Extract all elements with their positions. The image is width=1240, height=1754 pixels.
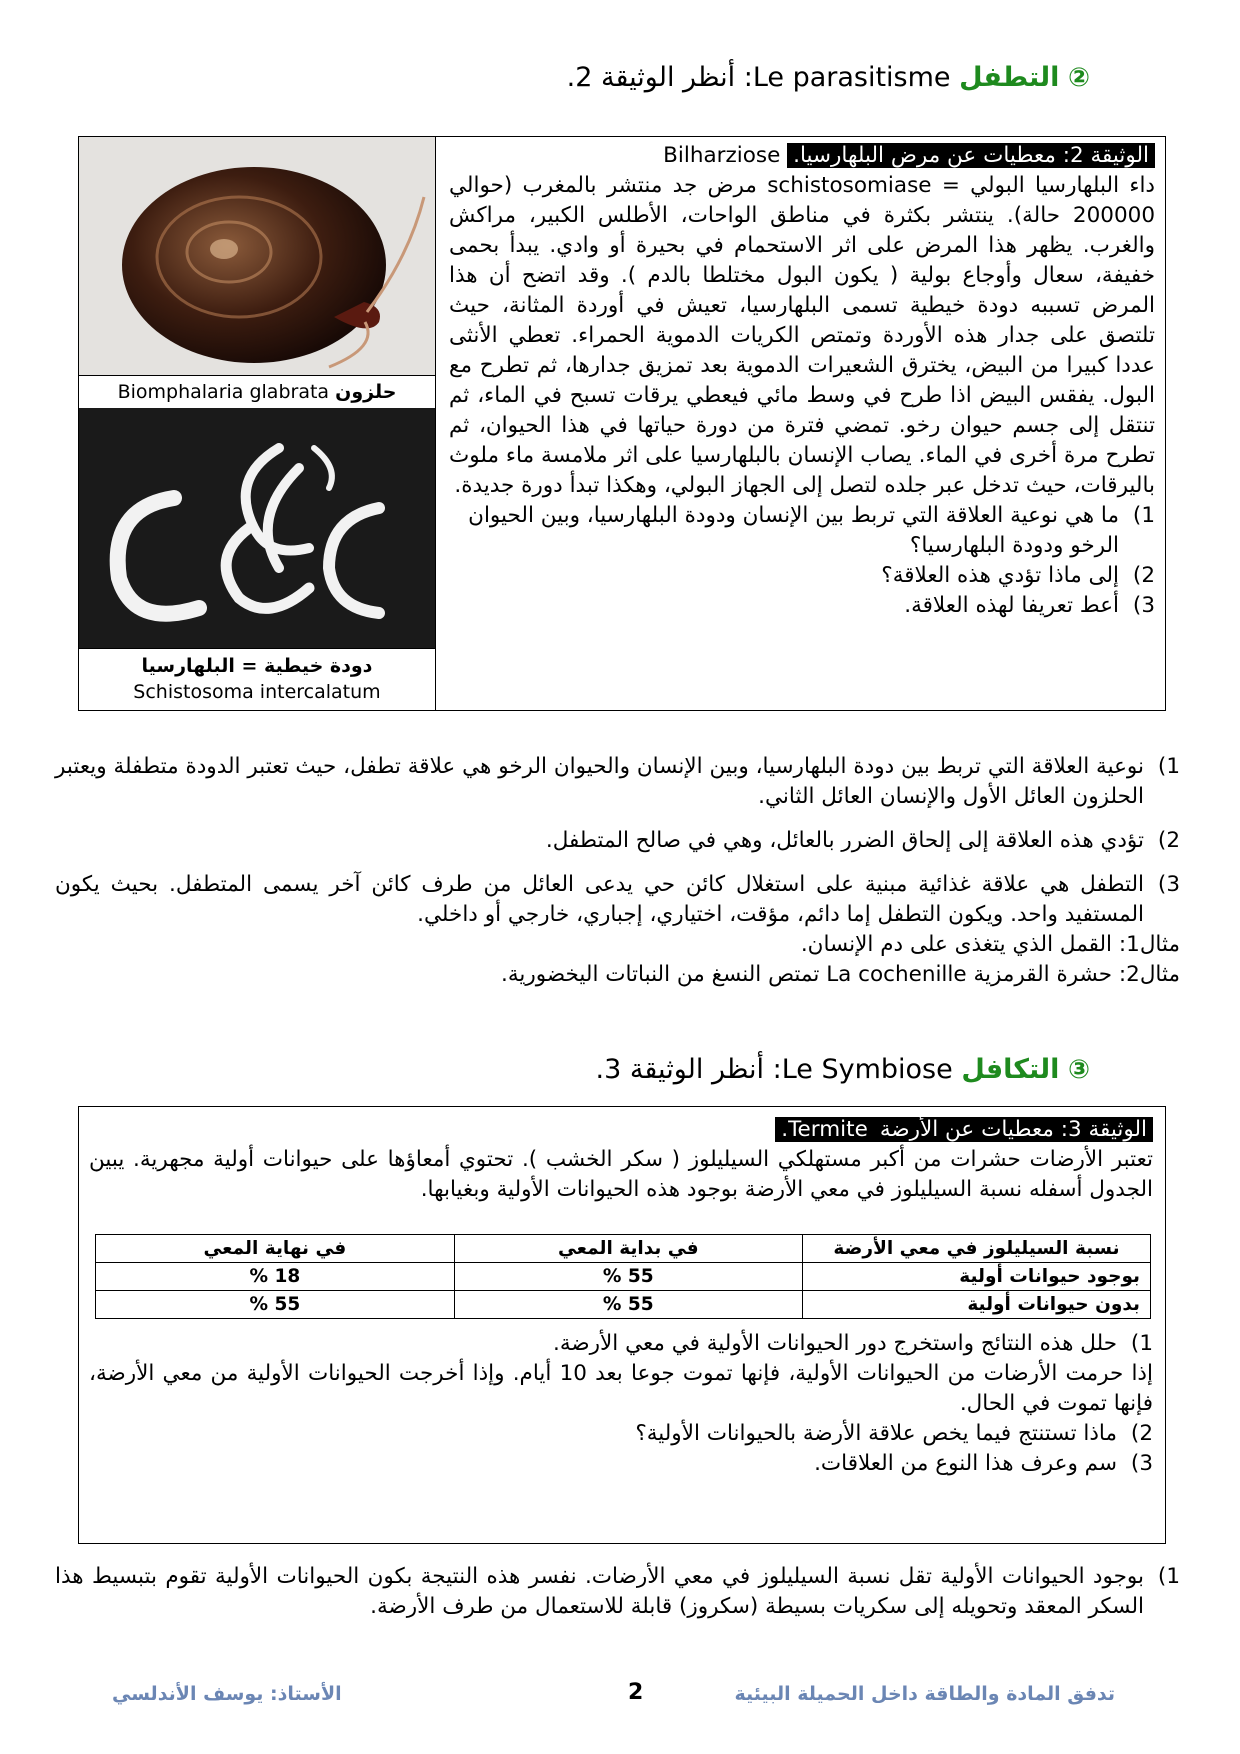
document-3-label-ar: الوثيقة 3: معطيات عن الأرضة xyxy=(874,1117,1153,1142)
question-3-number: 3) xyxy=(1132,593,1155,618)
answer-2-3 xyxy=(55,870,1180,930)
table-cell: بوجود حيوانات أولية xyxy=(802,1263,1150,1291)
question-2-text: إلى ماذا تؤدي هذه العلاقة؟ xyxy=(881,563,1119,588)
answer-3-1-text: بوجود الحيوانات الأولية تقل نسبة السيليلوز في معي الأرضات. نفسر هذه النتيجة بكون الحيوانات الأولية تقوم بتبسيط هذا السكر المعقد وتحويله إلى سكريات بسيطة (سكروز) قابلة للاستعمال من طرف الأرضة. xyxy=(55,1564,1144,1619)
section-2-title xyxy=(90,58,1090,98)
document-3-question-3 xyxy=(89,1449,1153,1479)
snail-photo xyxy=(79,137,435,375)
document-3-box xyxy=(78,1106,1166,1544)
section-2-ref: : أنظر الوثيقة 2. xyxy=(566,62,753,93)
table-cell: 55 % xyxy=(96,1291,455,1319)
footer-teacher: الأستاذ: يوسف الأندلسي xyxy=(112,1683,342,1705)
table-cell: بدون حيوانات أولية xyxy=(802,1291,1150,1319)
table-header-cell: في نهاية المعي xyxy=(96,1235,455,1263)
doc3-q3-text: سم وعرف هذا النوع من العلاقات. xyxy=(814,1451,1117,1476)
doc3-q1-text: حلل هذه النتائج واستخرج دور الحيوانات الأولية في معي الأرضة. xyxy=(553,1331,1117,1356)
cellulose-table xyxy=(95,1234,1151,1319)
answer-2-2-text: تؤدي هذه العلاقة إلى إلحاق الضرر بالعائل، وهي في صالح المتطفل. xyxy=(545,828,1144,853)
footer-page-number: 2 xyxy=(628,1680,644,1705)
answers-3 xyxy=(55,1562,1180,1622)
question-1-number: 1) xyxy=(1132,503,1155,528)
table-cell: 55 % xyxy=(454,1263,802,1291)
answer-3-1 xyxy=(55,1562,1180,1622)
section-3-title xyxy=(90,1050,1090,1090)
section-3-title-ar: التكافل xyxy=(961,1054,1060,1085)
snail-caption-ar: حلزون xyxy=(335,381,397,403)
document-3-note: إذا حرمت الأرضات من الحيوانات الأولية، فإنها تموت جوعا بعد 10 أيام. وإذا أخرجت الحيوانات الأولية من معي الأرضة، فإنها تموت في الحال. xyxy=(89,1361,1153,1416)
document-2-text xyxy=(449,141,1155,621)
snail-caption xyxy=(79,375,435,409)
example-2-a: مثال2: حشرة القرمزية xyxy=(973,962,1180,987)
document-2-label-fr: Bilharziose xyxy=(663,143,781,168)
document-2-box xyxy=(78,136,1166,711)
table-cell: 55 % xyxy=(454,1291,802,1319)
doc3-q2-text: ماذا تستنتج فيما يخص علاقة الأرضة بالحيوانات الأولية؟ xyxy=(635,1421,1117,1446)
document-3-question-1 xyxy=(89,1329,1153,1359)
worm-caption-ar: دودة خيطية = البلهارسيا xyxy=(141,655,373,677)
snail-icon xyxy=(79,137,435,375)
section-2-number: ② xyxy=(1067,63,1090,93)
document-3-label xyxy=(89,1115,1153,1145)
answers-2 xyxy=(55,752,1180,990)
document-3-questions xyxy=(89,1329,1153,1479)
table-row xyxy=(96,1263,1151,1291)
footer-course: تدفق المادة والطاقة داخل الحميلة البيئية xyxy=(734,1683,1115,1705)
document-2-question-1 xyxy=(449,501,1155,561)
doc3-q1-number: 1) xyxy=(1130,1331,1153,1356)
document-3-question-2 xyxy=(89,1419,1153,1449)
table-header-cell: في بداية المعي xyxy=(454,1235,802,1263)
answer-2-2-number: 2) xyxy=(1157,828,1180,853)
section-2-title-fr: Le parasitisme xyxy=(752,62,951,93)
question-1-text: ما هي نوعية العلاقة التي تربط بين الإنسان ودودة البلهارسيا، وبين الحيوان الرخو ودودة البلهارسيا؟ xyxy=(468,503,1119,558)
document-2-label xyxy=(449,141,1155,171)
images-column xyxy=(79,137,436,710)
document-2-paragraph: داء البلهارسيا البولي = schistosomiase مرض جد منتشر بالمغرب (حوالي 200000 حالة). ينتشر بكثرة في مناطق الواحات، الأطلس الكبير، مراكش والغرب. يظهر هذا المرض على اثر الاستحمام في بحيرة أو وادي. يبدأ بحمى خفيفة، سعال وأوجاع بولية ( يكون البول مختلطا بالدم ). وقد اتضح أن هذا المرض تسببه دودة خيطية تسمى البلهارسيا، تعيش في أوردة المثانة، حيث تلتصق على جدار هذه الأوردة وتمتص الكريات الدموية الحمراء. تعطي الأنثى عددا كبيرا من البيض، يخترق الشعيرات الدموية بعد تمزيق جدارها، ثم تطرح مع البول. يفقس البيض اذا طرح في وسط مائي فيعطي يرقات تسبح في الماء، ثم تنتقل إلى جسم حيوان رخو. تمضي فترة من دورة حياتها في هذا الحيوان، ثم تطرح مرة أخرى في الماء. يصاب الإنسان بالبلهارسيا على اثر ملامسة ماء ملوث باليرقات، حيث تدخل عبر جلده لتصل إلى الجهاز البولي، وهكذا تبدأ دورة جديدة. xyxy=(449,173,1156,498)
worm-photo xyxy=(79,408,435,648)
table-header-cell: نسبة السيليلوز في معي الأرضة xyxy=(802,1235,1150,1263)
answer-2-3-number: 3) xyxy=(1157,872,1180,897)
answer-2-1-number: 1) xyxy=(1157,754,1180,779)
document-2-question-3 xyxy=(449,591,1155,621)
table-cell: 18 % xyxy=(96,1263,455,1291)
worm-caption-fr: Schistosoma intercalatum xyxy=(133,681,381,703)
document-3-intro: تعتبر الأرضات حشرات من أكبر مستهلكي السيليلوز ( سكر الخشب ). تحتوي أمعاؤها على حيوانات أولية مجهرية. يبين الجدول أسفله نسبة السيليلوز في معي الأرضة بوجود هذه الحيوانات الأولية وبغيابها. xyxy=(89,1147,1153,1202)
table-header-row xyxy=(96,1235,1151,1263)
document-2-question-2 xyxy=(449,561,1155,591)
section-3-title-fr: Le Symbiose xyxy=(781,1054,953,1085)
question-2-number: 2) xyxy=(1132,563,1155,588)
answer-2-1 xyxy=(55,752,1180,812)
answer-3-1-number: 1) xyxy=(1157,1564,1180,1589)
answer-2-1-text: نوعية العلاقة التي تربط بين دودة البلهارسيا، وبين الإنسان والحيوان الرخو هي علاقة تطفل، حيث تعتبر الدودة متطفلة ويعتبر الحلزون العائل الأول والإنسان العائل الثاني. xyxy=(55,754,1144,809)
document-3-content xyxy=(89,1115,1153,1205)
example-2-fr: La cochenille xyxy=(826,962,967,987)
question-3-text: أعط تعريفا لهذه العلاقة. xyxy=(904,593,1119,618)
document-3-label-fr: Termite. xyxy=(775,1117,874,1142)
example-2 xyxy=(55,960,1180,990)
section-3-ref: : أنظر الوثيقة 3. xyxy=(595,1054,782,1085)
snail-caption-fr: Biomphalaria glabrata xyxy=(117,381,330,403)
document-2-label-ar: الوثيقة 2: معطيات عن مرض البلهارسيا. xyxy=(787,143,1155,168)
example-2-b: تمتص النسغ من النباتات اليخضورية. xyxy=(501,962,820,987)
answer-2-3-text: التطفل هي علاقة غذائية مبنية على استغلال كائن حي يدعى العائل من طرف كائن آخر يسمى المتطفل. بحيث يكون المستفيد واحد. ويكون التطفل إما دائم، مؤقت، اختياري، إجباري، خارجي أو داخلي. xyxy=(55,872,1144,927)
section-3-number: ③ xyxy=(1067,1055,1090,1085)
worm-caption xyxy=(79,648,435,711)
cellulose-table-wrap xyxy=(95,1234,1151,1319)
table-row xyxy=(96,1291,1151,1319)
answer-2-2 xyxy=(55,826,1180,856)
doc3-q3-number: 3) xyxy=(1130,1451,1153,1476)
section-2-title-ar: التطفل xyxy=(959,62,1060,93)
worm-icon xyxy=(79,408,435,648)
doc3-q2-number: 2) xyxy=(1130,1421,1153,1446)
example-1: مثال1: القمل الذي يتغذى على دم الإنسان. xyxy=(800,932,1180,957)
